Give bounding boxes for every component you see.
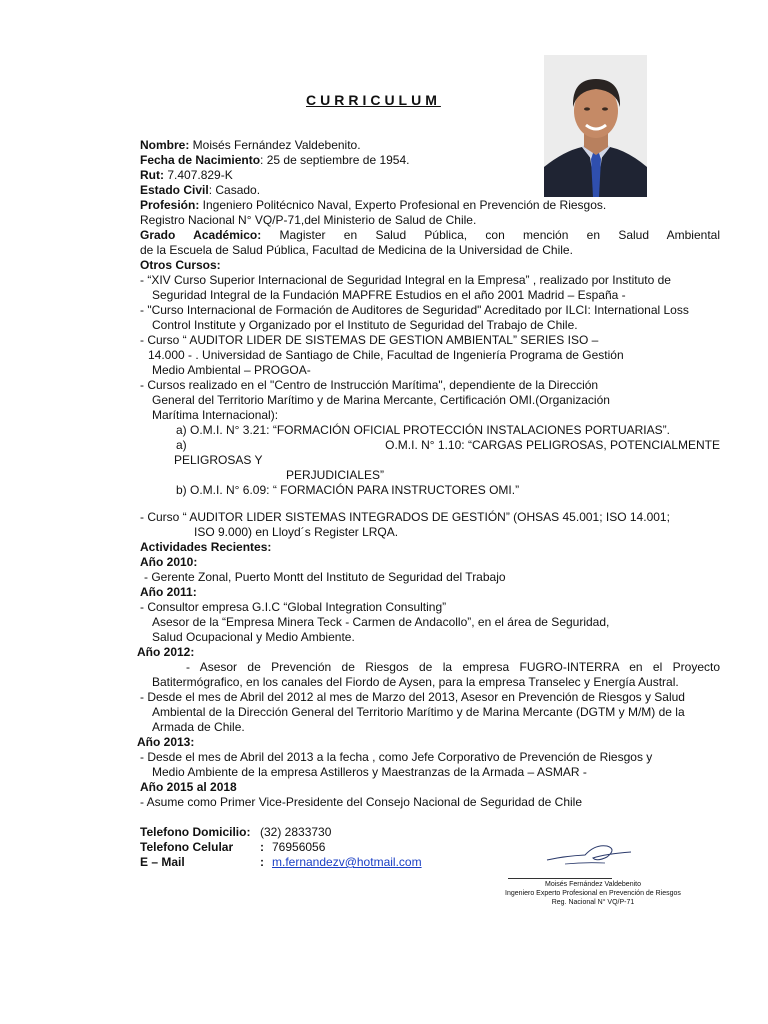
personal-row — [140, 153, 720, 168]
curso-line: Seguridad Integral de la Fundación MAPFRE Estudios en el año 2001 Madrid – España - — [152, 288, 626, 302]
spacer — [140, 810, 720, 825]
curso-line: - Curso “ AUDITOR LIDER DE SISTEMAS DE GESTION AMBIENTAL” SERIES ISO – — [140, 333, 599, 347]
activity-line: - Asesor de Prevención de Riesgos de la empresa FUGRO-INTERRA en el Proyecto — [186, 660, 720, 674]
activity-line: - Desde el mes de Abril del 2013 a la fecha , como Jefe Corporativo de Prevención de Riesgos y — [140, 750, 653, 764]
year-label: Año 2010: — [140, 555, 198, 569]
omi-item — [140, 438, 720, 453]
field-label: Fecha de Nacimiento — [140, 153, 261, 167]
omi-item-cont: PERJUDICIALES” — [286, 468, 385, 482]
field-value: : Casado. — [208, 183, 261, 197]
email-link[interactable]: m.fernandezv@hotmail.com — [272, 855, 422, 869]
year-label: Año 2011: — [140, 585, 197, 599]
personal-info — [140, 138, 720, 213]
contact-value: (32) 2833730 — [260, 825, 332, 839]
field-label: Rut: — [140, 168, 164, 182]
personal-row — [140, 198, 720, 213]
grado-line-2: de la Escuela de Salud Pública, Facultad de Medicina de la Universidad de Chile. — [140, 243, 573, 257]
signature-title: Ingeniero Experto Profesional en Prevención de Riesgos — [505, 890, 681, 897]
contact-label: Telefono Celular — [140, 840, 234, 854]
omi-item: b) O.M.I. N° 6.09: “ FORMACIÓN PARA INSTRUCTORES OMI.” — [176, 483, 520, 497]
activity-line: Medio Ambiente de la empresa Astilleros y Maestranzas de la Armada – ASMAR - — [152, 765, 587, 779]
contact-separator: : — [260, 840, 264, 854]
field-value: Moisés Fernández Valdebenito. — [189, 138, 361, 152]
omi-text: O.M.I. N° 1.10: “CARGAS PELIGROSAS, POTENCIALMENTE — [385, 438, 720, 452]
field-label: Profesión: — [140, 198, 200, 212]
activity-line: Ambiental de la Dirección General del Territorio Marítimo y de Marina Mercante (DGTM y M/M) de la — [152, 705, 685, 719]
contact-row-home — [140, 825, 720, 840]
activity-line: - Desde el mes de Abril del 2012 al mes de Marzo del 2013, Asesor en Prevención de Riesgos y Salud — [140, 690, 685, 704]
activity-line: Asesor de la “Empresa Minera Teck - Carmen de Andacollo”, en el área de Seguridad, — [152, 615, 610, 629]
curso-integrados-line: ISO 9.000) en Lloyd´s Register LRQA. — [194, 525, 399, 539]
contact-label: Telefono Domicilio: — [140, 825, 251, 839]
field-value: : 25 de septiembre de 1954. — [260, 153, 410, 167]
curso-line: General del Territorio Marítimo y de Marina Mercante, Certificación OMI.(Organización — [152, 393, 610, 407]
curso-line: 14.000 - . Universidad de Santiago de Chile, Facultad de Ingeniería Programa de Gestión — [148, 348, 624, 362]
curso-line: - "Curso Internacional de Formación de Auditores de Seguridad" Acreditado por ILCI: International Loss — [140, 303, 689, 317]
field-label: Nombre: — [140, 138, 190, 152]
year-label: Año 2013: — [137, 735, 195, 749]
field-value: Magister en Salud Pública, con mención en Salud Ambiental — [279, 228, 720, 242]
curso-line: - Cursos realizado en el "Centro de Instrucción Marítima", dependiente de la Dirección — [140, 378, 599, 392]
signature-name: Moisés Fernández Valdebenito — [545, 881, 641, 888]
page-title: CURRICULUM — [306, 92, 441, 108]
activity-line: - Asume como Primer Vice-Presidente del Consejo Nacional de Seguridad de Chile — [140, 795, 583, 809]
spacer — [140, 498, 720, 510]
activity-line: Armada de Chile. — [152, 720, 245, 734]
contact-label: E – Mail — [140, 855, 185, 869]
omi-item-cont: PELIGROSAS Y — [174, 453, 263, 467]
contact-value: 76956056 — [272, 840, 326, 854]
signature-reg: Reg. Nacional N° VQ/P-71 — [551, 899, 635, 906]
activity-line: - Gerente Zonal, Puerto Montt del Instituto de Seguridad del Trabajo — [144, 570, 506, 584]
personal-row — [140, 168, 720, 183]
year-label: Año 2012: — [137, 645, 195, 659]
year-label: Año 2015 al 2018 — [140, 780, 237, 794]
curso-line: Medio Ambiental – PROGOA- — [152, 363, 311, 377]
activity-line: Batitermógrafico, en los canales del Fiordo de Aysen, para la empresa Transelec y Energía Austral. — [152, 675, 679, 689]
curso-integrados-line: - Curso “ AUDITOR LIDER SISTEMAS INTEGRADOS DE GESTIÓN” (OHSAS 45.001; ISO 14.001; — [140, 510, 670, 524]
signature-line — [508, 878, 612, 879]
activity-line: - Consultor empresa G.I.C “Global Integration Consulting” — [140, 600, 447, 614]
curso-line: Marítima Internacional): — [152, 408, 279, 422]
field-label: Grado Académico: — [140, 228, 262, 242]
personal-row — [140, 138, 720, 153]
otros-cursos-heading — [140, 258, 720, 273]
contact-separator: : — [260, 855, 264, 869]
signature-block — [478, 880, 708, 907]
field-value: 7.407.829-K — [164, 168, 233, 182]
registro-line: Registro Nacional N° VQ/P-71,del Ministerio de Salud de Chile. — [140, 213, 477, 227]
omi-item: a) O.M.I. N° 3.21: “FORMACIÓN OFICIAL PROTECCIÓN INSTALACIONES PORTUARIAS”. — [176, 423, 670, 437]
actividades-heading: Actividades Recientes: — [140, 540, 272, 554]
section-heading: Otros Cursos: — [140, 258, 221, 272]
curso-line: - “XIV Curso Superior Internacional de Seguridad Integral en la Empresa” , realizado por Instituto de — [140, 273, 671, 287]
grado-line-1 — [140, 228, 720, 243]
handwritten-signature — [545, 840, 635, 870]
activity-line: Salud Ocupacional y Medio Ambiente. — [152, 630, 355, 644]
field-label: Estado Civil — [140, 183, 209, 197]
field-value: Ingeniero Politécnico Naval, Experto Profesional en Prevención de Riesgos. — [199, 198, 607, 212]
curso-line: Control Institute y Organizado por el Instituto de Seguridad del Trabajo de Chile. — [152, 318, 578, 332]
personal-row — [140, 183, 720, 198]
cv-body — [137, 138, 720, 870]
omi-letter: a) — [176, 438, 187, 452]
